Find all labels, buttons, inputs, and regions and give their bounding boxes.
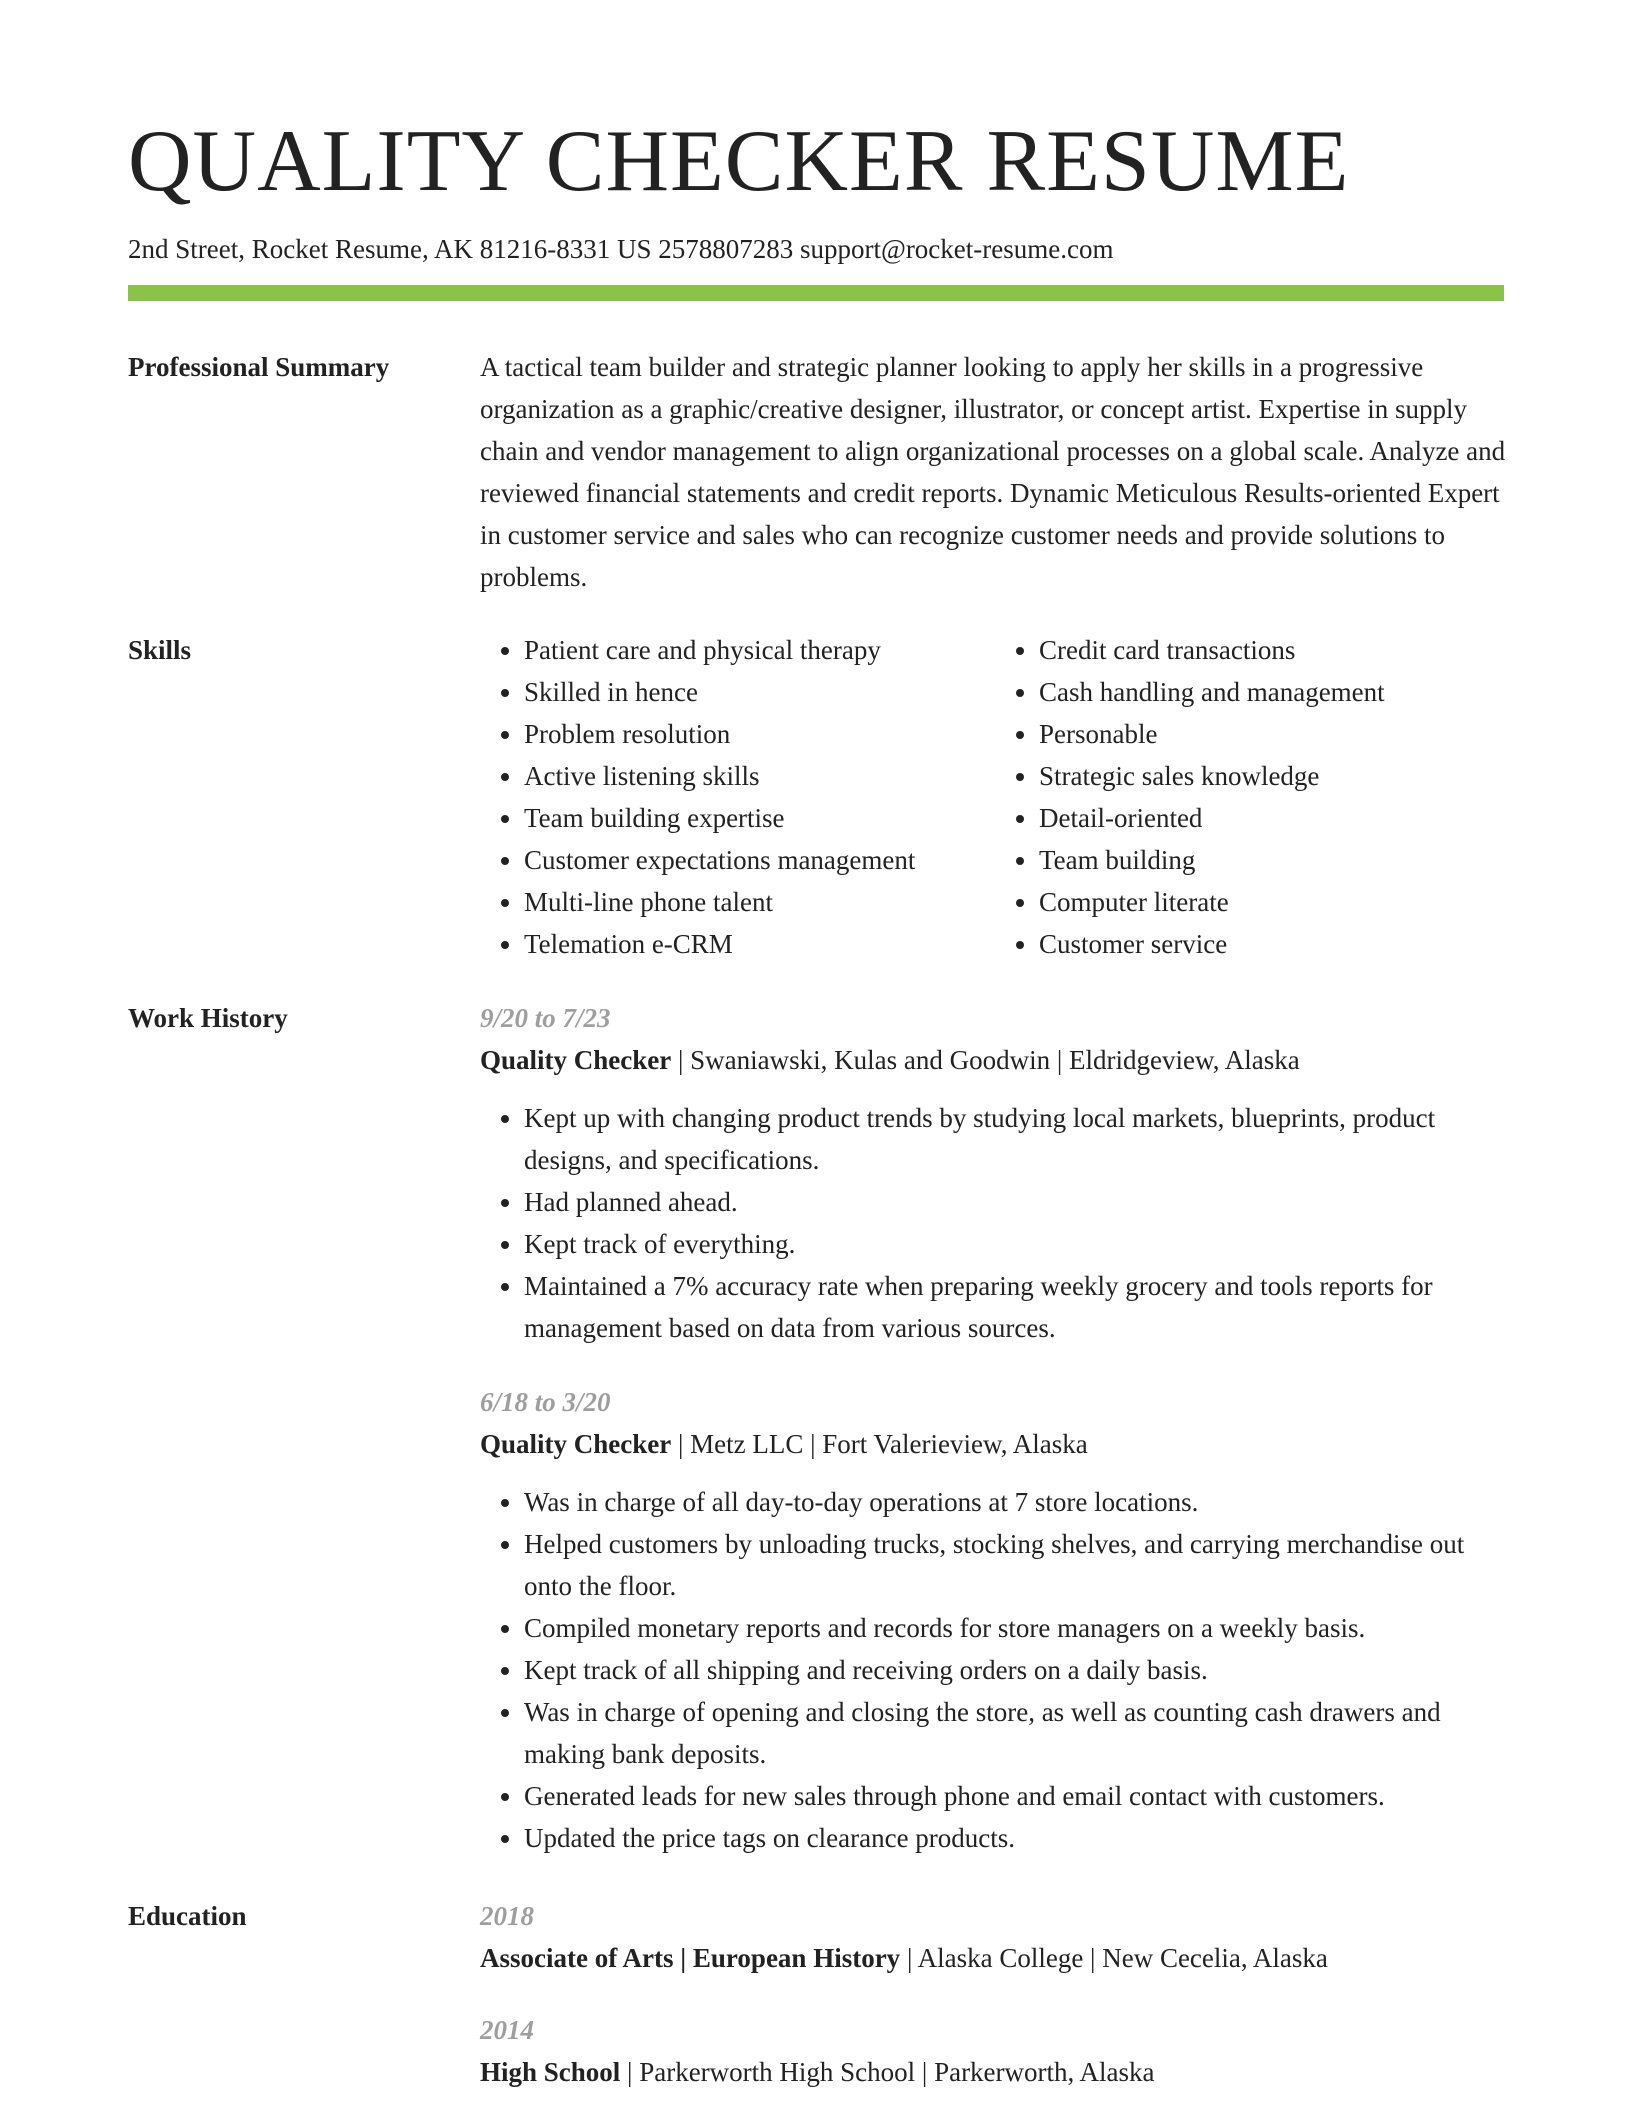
job-title: Quality Checker: [480, 1045, 672, 1075]
skill-item: • Patient care and physical therapy: [524, 629, 995, 671]
education-year: 2014: [480, 2015, 534, 2045]
skill-item: • Cash handling and management: [1039, 671, 1510, 713]
skill-item: • Personable: [1039, 713, 1510, 755]
education-entry: [480, 2009, 1510, 2093]
job-bullet: • Kept track of everything.: [524, 1223, 1510, 1265]
education-label: Education: [128, 1901, 247, 1931]
job-bullet: • Generated leads for new sales through phone and email contact with customers.: [524, 1775, 1510, 1817]
education-details: | Parkerworth High School | Parkerworth, Alaska: [620, 2057, 1155, 2087]
skill-item: • Team building expertise: [524, 797, 995, 839]
skill-item: • Problem resolution: [524, 713, 995, 755]
job-details: | Swaniawski, Kulas and Goodwin | Eldridgeview, Alaska: [671, 1045, 1300, 1075]
job-bullets: [480, 1097, 1510, 1349]
education-details: | Alaska College | New Cecelia, Alaska: [900, 1943, 1328, 1973]
education-line: [480, 1937, 1510, 1979]
job-bullet: • Maintained a 7% accuracy rate when preparing weekly grocery and tools reports for management based on data from various sources.: [524, 1265, 1510, 1349]
skills-list-right: [995, 629, 1510, 965]
job-bullet: • Was in charge of all day-to-day operations at 7 store locations.: [524, 1481, 1510, 1523]
work-history-label: Work History: [128, 1003, 288, 1033]
job-entry: [480, 1381, 1510, 1859]
resume-title: QUALITY CHECKER RESUME: [128, 113, 1350, 210]
skill-item: • Multi-line phone talent: [524, 881, 995, 923]
education-degree: Associate of Arts | European History: [480, 1943, 901, 1973]
skill-item: • Customer service: [1039, 923, 1510, 965]
job-details: | Metz LLC | Fort Valerieview, Alaska: [671, 1429, 1088, 1459]
skill-item: • Credit card transactions: [1039, 629, 1510, 671]
job-title-line: [480, 1039, 1510, 1081]
job-bullet: • Compiled monetary reports and records for store managers on a weekly basis.: [524, 1607, 1510, 1649]
job-bullet: • Helped customers by unloading trucks, stocking shelves, and carrying merchandise out onto the floor.: [524, 1523, 1510, 1607]
job-bullets: [480, 1481, 1510, 1859]
skill-item: • Skilled in hence: [524, 671, 995, 713]
job-bullet: • Kept up with changing product trends by studying local markets, blueprints, product designs, and specifications.: [524, 1097, 1510, 1181]
skill-item: • Team building: [1039, 839, 1510, 881]
education-line: [480, 2051, 1510, 2093]
job-title: Quality Checker: [480, 1429, 672, 1459]
contact-line: 2nd Street, Rocket Resume, AK 81216-8331 US 2578807283 support@rocket-resume.com: [128, 234, 1114, 264]
summary-text: A tactical team builder and strategic planner looking to apply her skills in a progressive organization as a graphic/creative designer, illustrator, or concept artist. Expertise in supply chain and vendor management to align organizational processes on a global scale. Analyze and reviewed financial statements and credit reports. Dynamic Meticulous Results-oriented Expert in customer service and sales who can recognize customer needs and provide solutions to problems.: [480, 352, 1506, 592]
skills-list-left: [480, 629, 995, 965]
education-year: 2018: [480, 1901, 534, 1931]
skill-item: • Active listening skills: [524, 755, 995, 797]
skill-item: • Customer expectations management: [524, 839, 995, 881]
summary-label: Professional Summary: [128, 352, 390, 382]
job-bullet: • Was in charge of opening and closing the store, as well as counting cash drawers and making bank deposits.: [524, 1691, 1510, 1775]
skill-item: • Computer literate: [1039, 881, 1510, 923]
header-divider: [128, 285, 1504, 301]
skill-item: • Telemation e-CRM: [524, 923, 995, 965]
education-degree: High School: [480, 2057, 621, 2087]
skill-item: • Detail-oriented: [1039, 797, 1510, 839]
job-bullet: • Updated the price tags on clearance products.: [524, 1817, 1510, 1859]
skills-label: Skills: [128, 635, 192, 665]
job-dates: 6/18 to 3/20: [480, 1387, 611, 1417]
skill-item: • Strategic sales knowledge: [1039, 755, 1510, 797]
job-entry: [480, 997, 1510, 1349]
education-entry: [480, 1895, 1510, 1979]
job-bullet: • Had planned ahead.: [524, 1181, 1510, 1223]
job-bullet: • Kept track of all shipping and receiving orders on a daily basis.: [524, 1649, 1510, 1691]
job-title-line: [480, 1423, 1510, 1465]
job-dates: 9/20 to 7/23: [480, 1003, 611, 1033]
